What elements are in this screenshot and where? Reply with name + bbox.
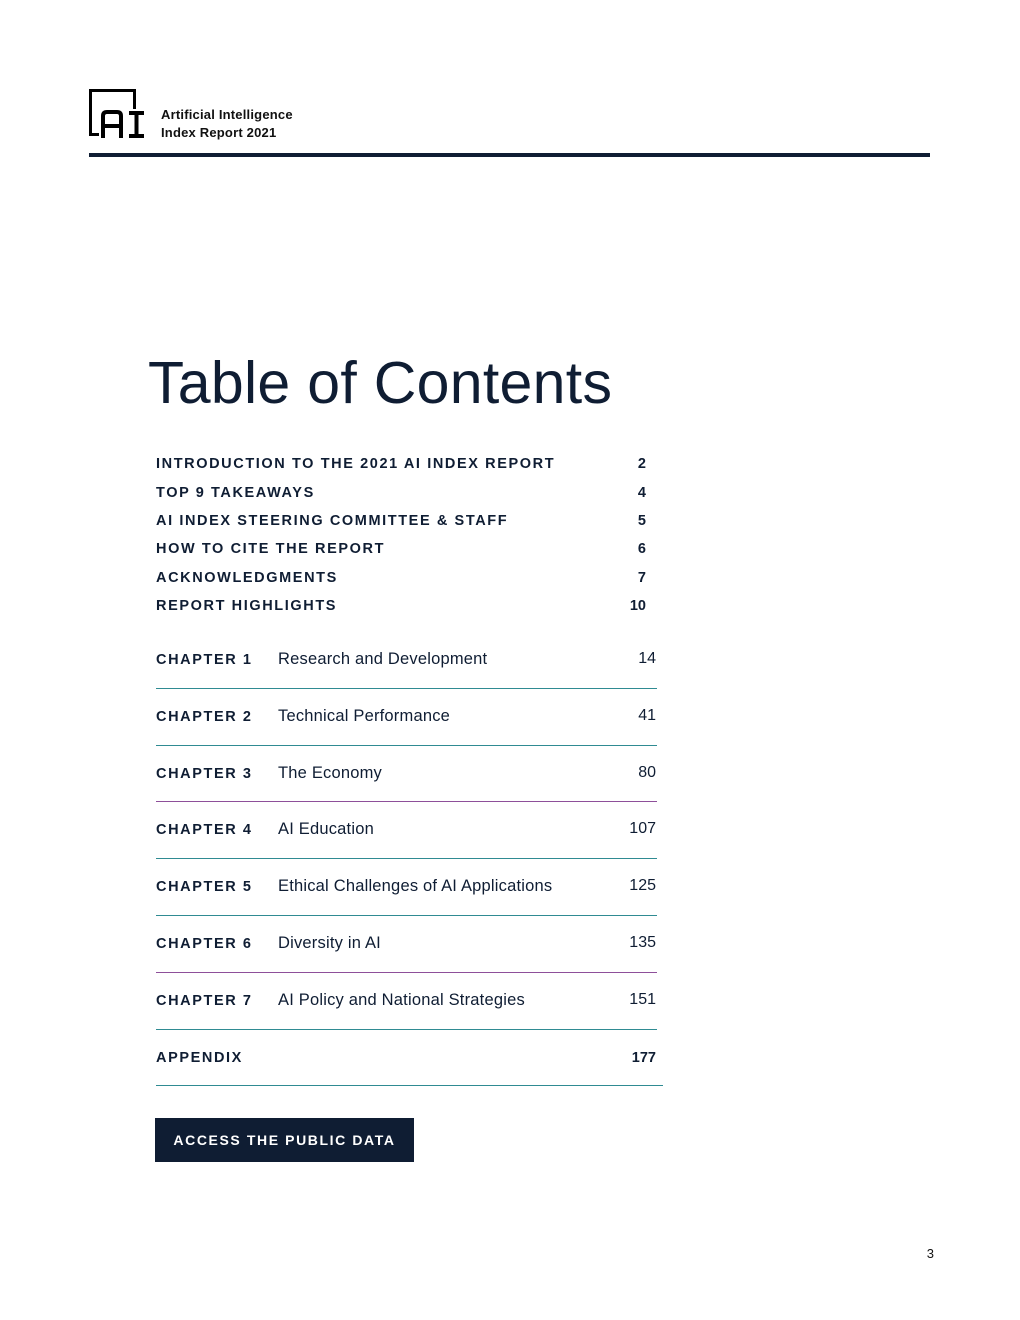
chapter-title: Ethical Challenges of AI Applications (278, 877, 553, 896)
report-title (161, 106, 293, 142)
toc-entry-page: 7 (637, 569, 646, 586)
chapter-label: CHAPTER 1 (156, 652, 253, 668)
page-number: 3 (926, 1246, 934, 1261)
toc-entry-how-to-cite[interactable] (156, 535, 656, 563)
chapter-title: Technical Performance (278, 706, 451, 725)
front-matter-list (156, 450, 656, 620)
toc-entry-label: HOW TO CITE THE REPORT (156, 541, 386, 558)
toc-entry-label: INTRODUCTION TO THE 2021 AI INDEX REPORT (156, 456, 556, 473)
chapter-label: CHAPTER 3 (156, 765, 253, 782)
toc-chapter-4[interactable] (156, 802, 666, 859)
toc-entry-steering-committee[interactable] (156, 507, 656, 535)
toc-entry-page: 2 (637, 456, 646, 473)
toc-entry-label: TOP 9 TAKEAWAYS (156, 484, 315, 501)
chapter-page: 151 (629, 990, 656, 1008)
toc-chapter-5[interactable] (156, 859, 666, 916)
chapter-label: CHAPTER 4 (156, 822, 253, 839)
chapter-page: 14 (638, 650, 656, 667)
toc-entry-page: 5 (637, 512, 646, 529)
page-title: Table of Contents (148, 350, 613, 416)
chapter-label: CHAPTER 5 (156, 879, 253, 896)
toc-chapter-2[interactable] (156, 689, 666, 746)
toc-entry-highlights[interactable] (156, 592, 656, 620)
access-public-data-button[interactable]: ACCESS THE PUBLIC DATA (155, 1118, 414, 1162)
chapter-label: CHAPTER 6 (156, 935, 253, 952)
toc-entry-page: 6 (637, 541, 646, 558)
toc-chapter-7[interactable] (156, 973, 666, 1030)
chapter-page: 41 (638, 706, 656, 724)
chapter-title: AI Policy and National Strategies (278, 990, 525, 1009)
toc-entry-takeaways[interactable] (156, 478, 656, 506)
chapter-label: CHAPTER 2 (156, 708, 253, 725)
toc-entry-label: REPORT HIGHLIGHTS (156, 598, 338, 615)
toc-entry-label: AI INDEX STEERING COMMITTEE & STAFF (156, 512, 509, 529)
toc-entry-page: 10 (629, 598, 646, 615)
appendix-divider (156, 1085, 663, 1086)
toc-entry-introduction[interactable] (156, 450, 656, 478)
appendix-page: 177 (631, 1049, 656, 1066)
report-header (89, 89, 930, 157)
toc-chapter-6[interactable] (156, 916, 666, 973)
appendix-label: APPENDIX (156, 1049, 243, 1066)
toc-chapter-3[interactable] (156, 746, 666, 803)
chapter-page: 107 (629, 820, 656, 838)
toc-entry-label: ACKNOWLEDGMENTS (156, 569, 338, 586)
chapter-page: 125 (629, 877, 656, 895)
chapter-label: CHAPTER 7 (156, 992, 253, 1009)
chapter-page: 80 (638, 763, 656, 781)
header-divider (89, 153, 930, 157)
toc-chapter-1[interactable] (156, 632, 666, 689)
chapter-title: AI Education (278, 820, 374, 839)
chapter-list (156, 632, 666, 1086)
report-title-line2: Index Report 2021 (161, 125, 277, 140)
toc-appendix[interactable] (156, 1030, 666, 1087)
chapter-title: The Economy (278, 763, 382, 782)
chapter-page: 135 (629, 933, 656, 951)
report-title-line1: Artificial Intelligence (161, 107, 293, 122)
chapter-title: Research and Development (278, 650, 488, 668)
toc-entry-page: 4 (637, 484, 646, 501)
ai-index-logo-icon (89, 89, 147, 141)
chapter-title: Diversity in AI (278, 933, 381, 952)
toc-entry-acknowledgments[interactable] (156, 564, 656, 592)
